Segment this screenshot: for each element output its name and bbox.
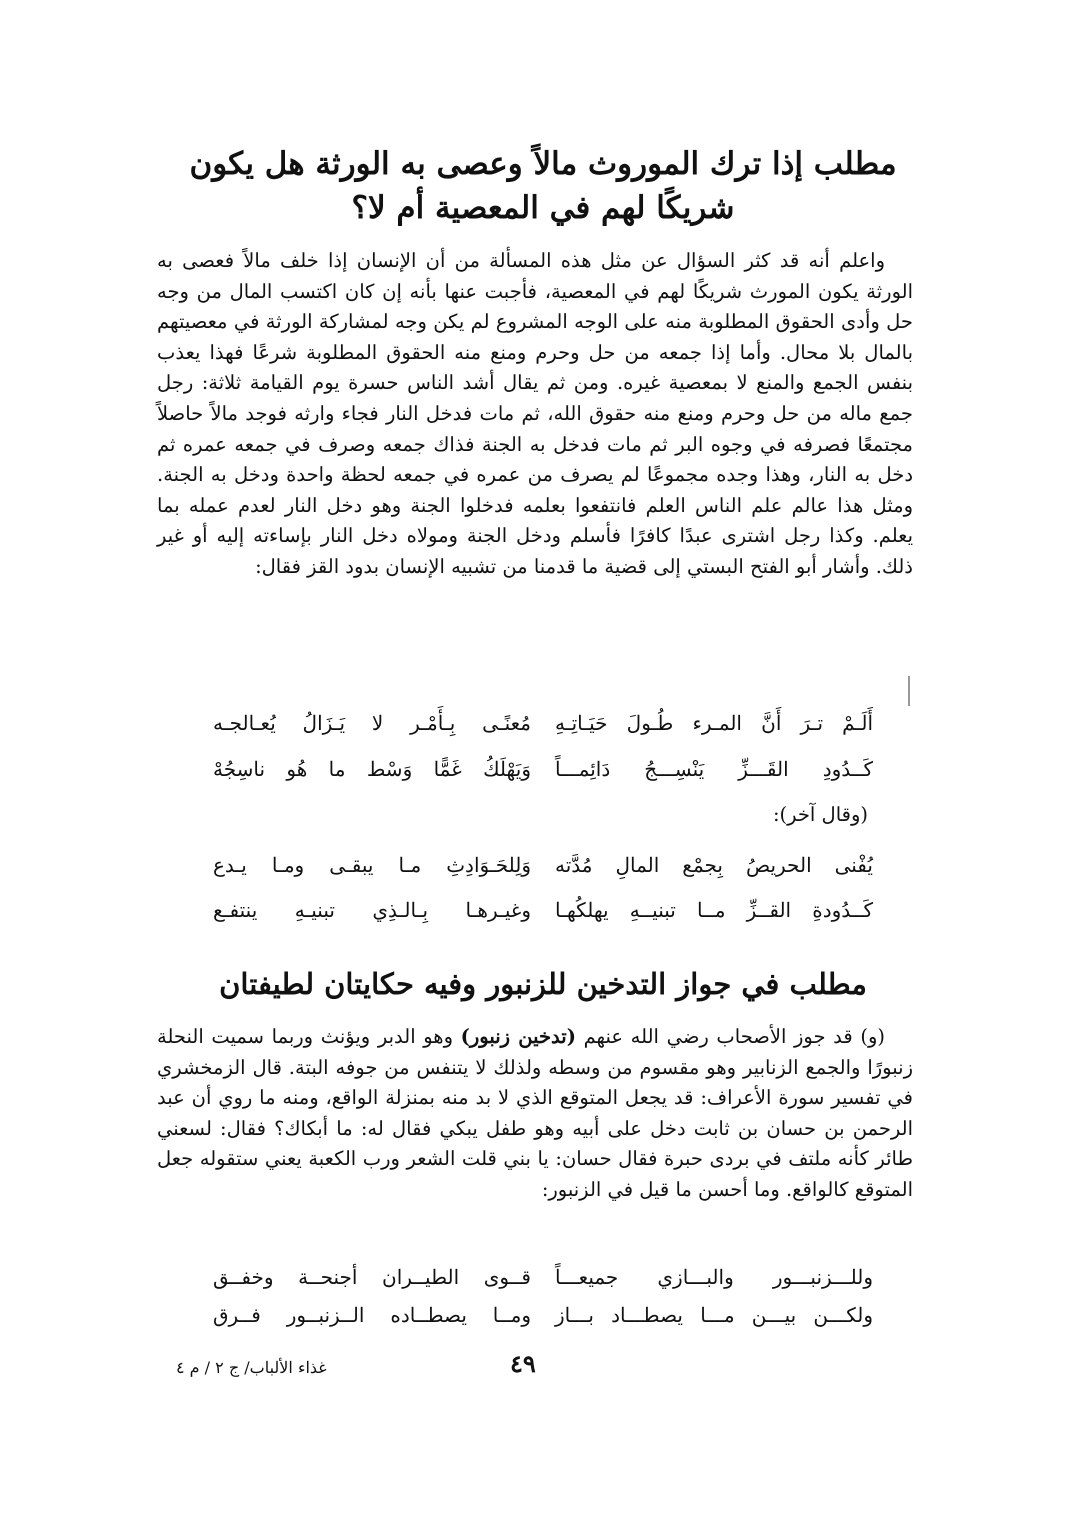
verse-first-hemistich: كَــدُودِ القَـــزِّ يَنْسِـــجُ دَائِمـــاً [555, 757, 873, 781]
paragraph-text: (و) قد جوز الأصحاب رضي الله عنهم [575, 1025, 885, 1048]
verse-first-hemistich: ولكـــن بيـــن مـــا يصطـــاد بـــاز [555, 1303, 873, 1327]
verse-line [213, 1260, 873, 1294]
verse-line [213, 706, 873, 740]
verse-line [213, 752, 873, 786]
verse-second-hemistich: قــوى الطيــران أجنحــة وخفــق [213, 1265, 531, 1289]
verse-second-hemistich: وَلِلحَـوَادِثِ مـا يبقـى ومـا يـدع [213, 853, 531, 877]
paragraph-bold-term: (تدخين زنبور) [460, 1025, 576, 1048]
section-heading-inheritance: مطلب إذا ترك الموروث مالاً وعصى به الورثة هل يكون شريكًا لهم في المعصية أم لا؟ [189, 146, 897, 226]
section-heading-hornet: مطلب في جواز التدخين للزنبور وفيه حكايتان لطيفتان [219, 967, 867, 1001]
verse-second-hemistich: مُعنًـى بِـأَمْـر لا يَـزَالُ يُعـالجـه [213, 711, 531, 735]
paragraph-hornet [157, 1022, 913, 1206]
verse-line [213, 848, 873, 882]
verse-line [213, 1298, 873, 1332]
page-number: ٤٩ [510, 1349, 536, 1378]
verse-intro: (وقال آخر): [772, 803, 868, 826]
verse-first-hemistich: يُفْنى الحريصُ بِجمْع المالِ مُدَّته [555, 853, 873, 877]
verse-first-hemistich: أَلَـمْ تـرَ أَنَّ المـرء طُـولَ حَيَـاتِـهِ [555, 711, 873, 735]
footer-signature: غذاء الألباب/ ج ٢ / م ٤ [176, 1358, 327, 1377]
paragraph-text: وهو الدبر ويؤنث وربما سميت النحلة زنبورًا والجمع الزنابير وهو مقسوم من وسطه ولذلك لا يتنفس من جوفه البتة. قال الزمخشري في تفسير سورة الأعراف: قد يجعل المتوقع الذي لا بد منه بمنزلة الواقع، ومنه ما روي أن عبد الرحمن بن حسان بن ثابت دخل على أبيه وهو طفل يبكي فقال له: ما أبكاك؟ فقال: لسعني طائر كأنه ملتف في بردى حبرة فقال حسان: يا بني قلت الشعر ورب الكعبة يعني ستقوله جعل المتوقع كالواقع. وما أحسن ما قيل في الزنبور: [157, 1025, 913, 1201]
margin-mark [908, 676, 910, 706]
verse-second-hemistich: ومــا يصطــاده الــزنبــور فــرق [213, 1303, 531, 1327]
verse-line [213, 893, 873, 927]
verse-second-hemistich: وغيـرهـا بِـالـذِي تبنيـهِ ينتفـع [213, 898, 531, 922]
verse-first-hemistich: كَــدُودةِ القــزِّ مــا تبنيــهِ يهلكُهـا [555, 898, 873, 922]
verse-first-hemistich: وللـــزنبـــور والبـــازي جميعـــاً [555, 1265, 873, 1289]
verse-second-hemistich: وَيَهْلَكُ غَمًّا وَسْط ما هُو ناسِجُهْ [213, 757, 531, 781]
paragraph-inheritance: واعلم أنه قد كثر السؤال عن مثل هذه المسألة من أن الإنسان إذا خلف مالاً فعصى به الورثة يكون المورث شريكًا لهم في المعصية، فأجبت عنها بأنه إن كان اكتسب المال من وجه حل وأدى الحقوق المطلوبة منه على الوجه المشروع لم يكن وجه لمشاركة الورثة في معصيتهم بالمال بلا محال. وأما إذا جمعه من حل وحرم ومنع منه الحقوق المطلوبة شرعًا فهذا يعذب بنفس الجمع والمنع لا بمعصية غيره. ومن ثم يقال أشد الناس حسرة يوم القيامة ثلاثة: رجل جمع ماله من حل وحرم ومنع منه حقوق الله، ثم مات فدخل النار فجاء وارثه فوجد مالاً حاصلاً مجتمعًا فصرفه في وجوه البر ثم مات فدخل به الجنة فذاك جمعه وصرف في جمعه عمره ثم دخل به النار، وهذا وجده مجموعًا لم يصرف من عمره في جمعه لحظة واحدة ودخل به الجنة. ومثل هذا عالم علم الناس العلم فانتفعوا بعلمه فدخلوا الجنة وهو دخل النار لعدم عمله بما يعلم. وكذا رجل اشترى عبدًا كافرًا فأسلم ودخل الجنة ومولاه دخل النار بإساءته إليه أو غير ذلك. وأشار أبو الفتح البستي إلى قضية ما قدمنا من تشبيه الإنسان بدود القز فقال: [157, 249, 913, 578]
